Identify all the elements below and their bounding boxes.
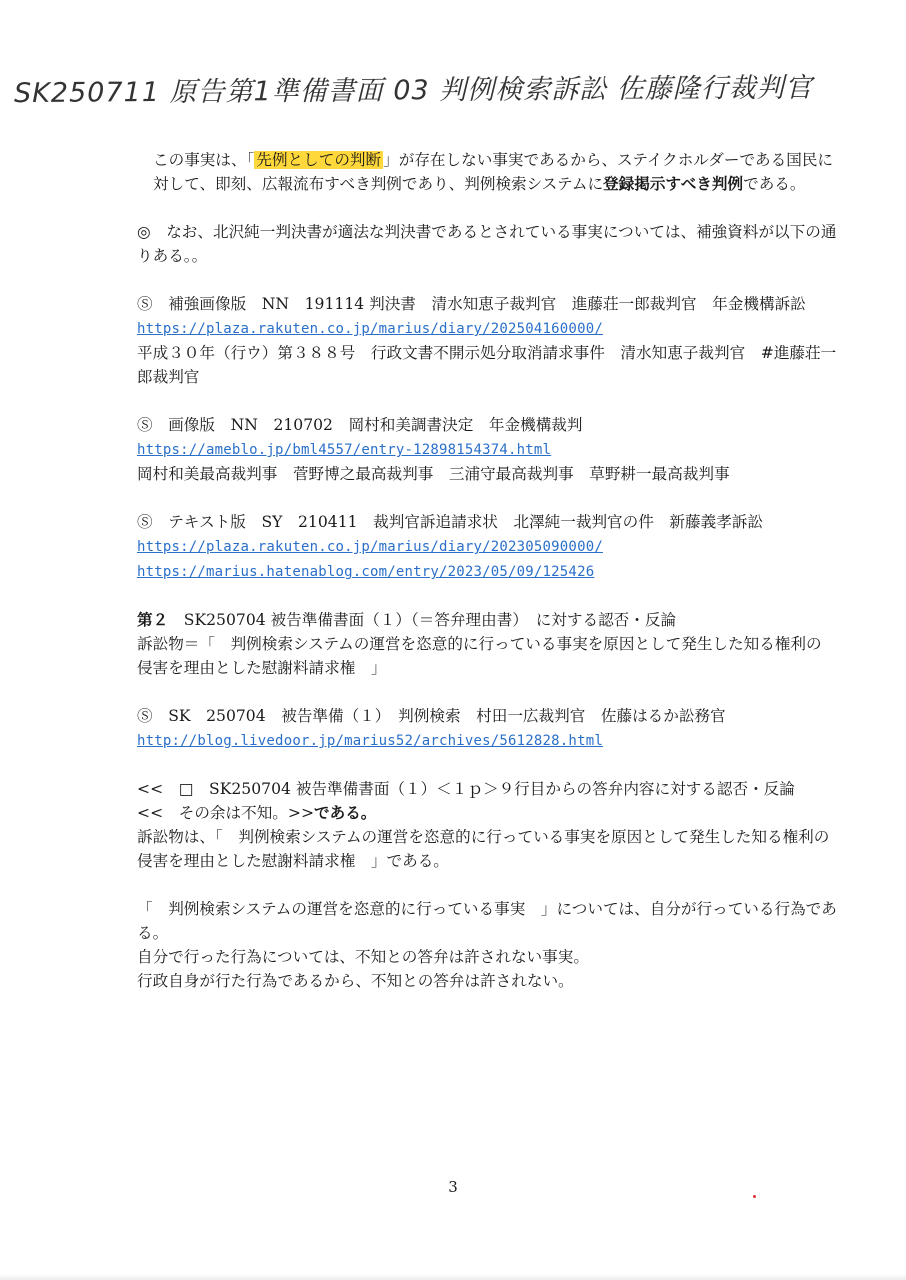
closing-line: 行政自身が行た行為であるから、不知との答弁は許されない。 xyxy=(137,972,574,990)
claim-text: 訴訟物＝「 判例検索システムの運営を恣意的に行っている事実を原因として発生した知る権利の侵害を理由とした慰謝料請求権 」 xyxy=(137,635,822,677)
rebuttal-claim: 訴訟物は、「 判例検索システムの運営を恣意的に行っている事実を原因として発生した知る権利の侵害を理由とした慰謝料請求権 」である。 xyxy=(137,828,830,870)
bold-phrase: である。 xyxy=(314,803,377,822)
source-note: 岡村和美最高裁判事 菅野博之最高裁判事 三浦守最高裁判事 草野耕一最高裁判事 xyxy=(137,465,730,483)
source-title: Ⓢ 補強画像版 NN 191114 判決書 清水知恵子裁判官 進藤荘一郎裁判官 年金機構訴訟 xyxy=(137,295,806,313)
rebuttal-heading: << □ SK250704 被告準備書面（１）＜１ｐ＞９行目からの答弁内容に対する認否・反論 xyxy=(137,780,795,798)
paragraph-supplement: ◎ なお、北沢純一判決書が適法な判決書であるとされている事実については、補強資料が以下の通りある。。 xyxy=(137,223,837,265)
scan-edge xyxy=(0,1274,906,1280)
source-note: 平成３０年（行ウ）第３８８号 行政文書不開示処分取消請求事件 清水知恵子裁判官 #進藤荘一郎裁判官 xyxy=(137,344,837,386)
source-link[interactable]: https://ameblo.jp/bml4557/entry-12898154374.html xyxy=(137,442,552,458)
paragraph-precedent xyxy=(137,148,837,196)
section-heading-text: SK250704 被告準備書面（１）（＝答弁理由書） に対する認否・反論 xyxy=(168,611,677,629)
source-link[interactable]: https://plaza.rakuten.co.jp/marius/diary/202504160000/ xyxy=(137,321,603,337)
source-link[interactable]: http://blog.livedoor.jp/marius52/archives/5612828.html xyxy=(137,733,603,749)
scan-speck xyxy=(753,1195,756,1198)
source-title: Ⓢ テキスト版 SY 210411 裁判官訴追請求状 北澤純一裁判官の件 新藤義孝訴訟 xyxy=(137,513,763,531)
closing-line: 「 判例検索システムの運営を恣意的に行っている事実 」については、自分が行っている行為である。 xyxy=(137,900,837,942)
rebuttal-line xyxy=(137,801,837,825)
highlighted-phrase: 先例としての判断 xyxy=(256,151,382,169)
section-number: 第２ xyxy=(137,610,169,629)
handwritten-title: SK250711 原告第1準備書面 03 判例検索訴訟 佐藤隆行裁判官 xyxy=(13,72,813,110)
source-title: Ⓢ SK 250704 被告準備（１） 判例検索 村田一広裁判官 佐藤はるか訟務官 xyxy=(137,707,726,725)
bold-phrase: 登録掲示すべき判例 xyxy=(603,174,744,193)
text-fragment: << その余は不知。>> xyxy=(137,804,315,822)
document-body xyxy=(137,148,837,993)
closing-line: 自分で行った行為については、不知との答弁は許されない事実。 xyxy=(137,948,589,966)
source-link[interactable]: https://marius.hatenablog.com/entry/2023/05/09/125426 xyxy=(137,564,595,580)
text-fragment: この事実は、「 xyxy=(153,151,255,169)
section-heading xyxy=(137,608,837,632)
text-fragment: である。 xyxy=(743,175,806,193)
source-link[interactable]: https://plaza.rakuten.co.jp/marius/diary/202305090000/ xyxy=(137,539,603,555)
text-fragment: 」が存在しない事実であるから、ステイクホルダーである国民に対して、即刻、広報流布すべき判例であり、判例検索システムに xyxy=(153,151,834,193)
page-number: 3 xyxy=(448,1178,458,1196)
source-title: Ⓢ 画像版 NN 210702 岡村和美調書決定 年金機構裁判 xyxy=(137,416,583,434)
